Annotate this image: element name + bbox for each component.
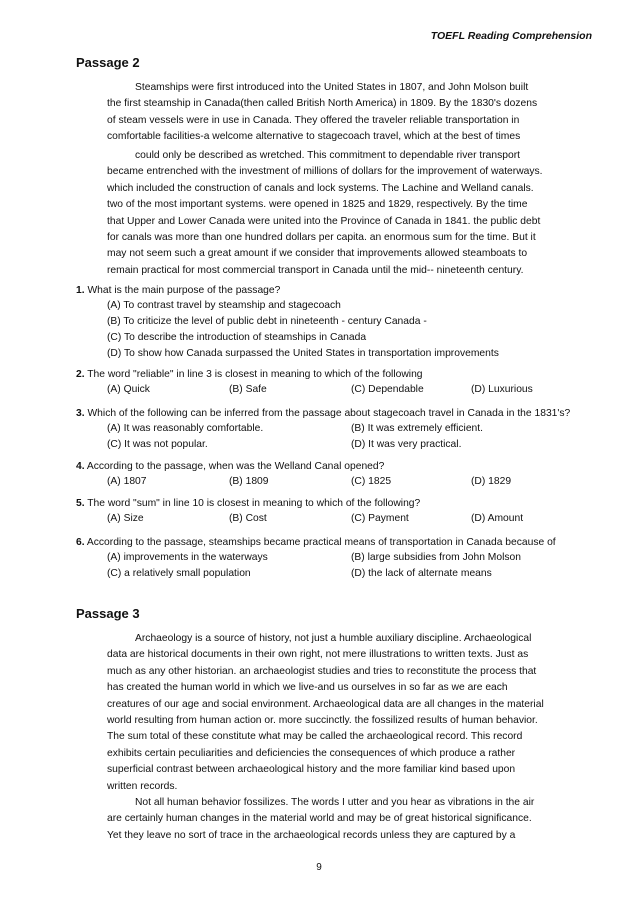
answer-option: (A) improvements in the waterways <box>107 551 268 563</box>
text-line: The sum total of these constitute what may be called the archaeological record. This record <box>107 731 523 743</box>
text-line: may not seem such a great amount if we consider that improvements allowed steamboats to <box>107 248 528 260</box>
answer-option: (C) To describe the introduction of steamships in Canada <box>107 331 367 343</box>
text-line: of steam vessels were in use in Canada. They offered the traveler reliable transportation in <box>107 114 520 126</box>
text-line: two of the most important systems. were opened in 1825 and 1829, respectively. By the time <box>107 199 528 211</box>
question-text: The word "reliable" in line 3 is closest in meaning to which of the following <box>84 369 423 380</box>
question-number: 5. <box>76 498 85 509</box>
answer-option: (B) large subsidies from John Molson <box>351 551 521 563</box>
answer-option: (A) To contrast travel by steamship and stagecoach <box>107 299 341 311</box>
running-header: TOEFL Reading Comprehension <box>430 30 592 42</box>
answer-option: (D) 1829 <box>471 475 512 487</box>
question-stem <box>76 460 616 474</box>
question-3 <box>76 407 616 453</box>
text-line: remain practical for most commercial transport in Canada until the mid-- nineteenth century. <box>107 264 524 276</box>
passage-2-paragraph-2 <box>107 148 543 279</box>
question-text: According to the passage, steamships became practical means of transportation in Canada because of <box>84 537 556 548</box>
question-stem <box>76 536 616 550</box>
question-number: 2. <box>76 369 85 380</box>
text-line: for canals was more than one hundred dollars per capita. an enormous sum for the time. But it <box>107 231 536 243</box>
text-line: could only be described as wretched. This commitment to dependable river transport <box>135 150 520 161</box>
text-line: that Upper and Lower Canada were united into the Province of Canada in 1841. the public debt <box>107 215 541 227</box>
text-line: Yet they leave no sort of trace in the archaeological records unless they are captured by a <box>107 829 516 841</box>
answer-option: (C) Payment <box>351 512 409 524</box>
passage-3-paragraph-1 <box>107 631 544 795</box>
answer-option: (D) Amount <box>471 512 524 524</box>
answer-option: (A) 1807 <box>107 475 147 487</box>
question-stem <box>76 284 616 298</box>
text-line: world resulting from human action or. more succinctly. the fossilized results of human behavior. <box>107 714 538 726</box>
passage-2-title: Passage 2 <box>76 55 140 70</box>
answer-option: (D) To show how Canada surpassed the United States in transportation improvements <box>107 347 499 359</box>
passage-3-paragraph-2 <box>107 795 534 844</box>
question-stem <box>76 407 616 421</box>
answer-option: (D) Luxurious <box>471 383 533 395</box>
passage-3-title: Passage 3 <box>76 606 140 621</box>
answer-option: (B) To criticize the level of public debt in nineteenth - century Canada - <box>107 315 427 327</box>
passage-2-paragraph-1 <box>107 80 537 146</box>
answer-option: (B) Safe <box>229 383 267 395</box>
text-line: became entrenched with the investment of millions of dollars for the improvement of waterways. <box>107 166 543 178</box>
question-text: The word "sum" in line 10 is closest in meaning to which of the following? <box>84 498 421 509</box>
answer-option: (D) the lack of alternate means <box>351 567 492 579</box>
question-text: According to the passage, when was the Welland Canal opened? <box>84 461 385 472</box>
question-2 <box>76 368 616 398</box>
text-line: which included the construction of canals and lock systems. The Lachine and Welland canals. <box>107 182 534 194</box>
question-stem <box>76 368 616 382</box>
text-line: much as any other historian. an archaeologist studies and tries to reconstitute the process that <box>107 665 537 677</box>
question-text: What is the main purpose of the passage? <box>84 285 281 296</box>
answer-option: (C) a relatively small population <box>107 567 251 579</box>
text-line: Not all human behavior fossilizes. The words I utter and you hear as vibrations in the air <box>135 797 535 808</box>
answer-option: (A) It was reasonably comfortable. <box>107 422 264 434</box>
question-number: 4. <box>76 461 85 472</box>
text-line: the first steamship in Canada(then called British North America) in 1809. By the 1830's dozens <box>107 98 538 110</box>
answer-option: (D) It was very practical. <box>351 438 462 450</box>
text-line: are certainly human changes in the material world and may be of great historical significance. <box>107 813 532 825</box>
answer-option: (C) It was not popular. <box>107 438 208 450</box>
text-line: creatures of our age and social environment. Archaeological data are all changes in the material <box>107 698 544 710</box>
text-line: superficial contrast between archaeological history and the more familiar kind based upon <box>107 764 516 776</box>
answer-option: (C) 1825 <box>351 475 392 487</box>
text-line: Archaeology is a source of history, not just a humble auxiliary discipline. Archaeological <box>135 633 532 644</box>
text-line: has created the human world in which we live-and us ourselves in so far as we are each <box>107 682 508 694</box>
answer-option: (A) Size <box>107 512 144 524</box>
question-text: Which of the following can be inferred from the passage about stagecoach travel in Canada in the 1831's? <box>84 408 571 419</box>
text-line: data are historical documents in their own right, not mere illustrations to written texts. Just as <box>107 649 529 661</box>
question-number: 6. <box>76 537 85 548</box>
question-4 <box>76 460 616 490</box>
text-line: comfortable facilities-a welcome alternative to stagecoach travel, which at the best of times <box>107 131 521 143</box>
page-number: 9 <box>316 862 322 873</box>
question-5 <box>76 497 616 527</box>
question-stem <box>76 497 616 511</box>
answer-option: (C) Dependable <box>351 383 424 395</box>
question-6 <box>76 536 616 582</box>
answer-option: (B) It was extremely efficient. <box>351 422 483 434</box>
text-line: written records. <box>107 780 178 792</box>
text-line: exhibits certain peculiarities and deficiencies the consequences of which produce a rather <box>107 747 516 759</box>
question-number: 3. <box>76 408 85 419</box>
question-1 <box>76 284 616 362</box>
answer-option: (B) Cost <box>229 512 267 524</box>
answer-option: (B) 1809 <box>229 475 269 487</box>
answer-option: (A) Quick <box>107 383 150 395</box>
text-line: Steamships were first introduced into the United States in 1807, and John Molson built <box>135 82 529 93</box>
question-number: 1. <box>76 285 85 296</box>
